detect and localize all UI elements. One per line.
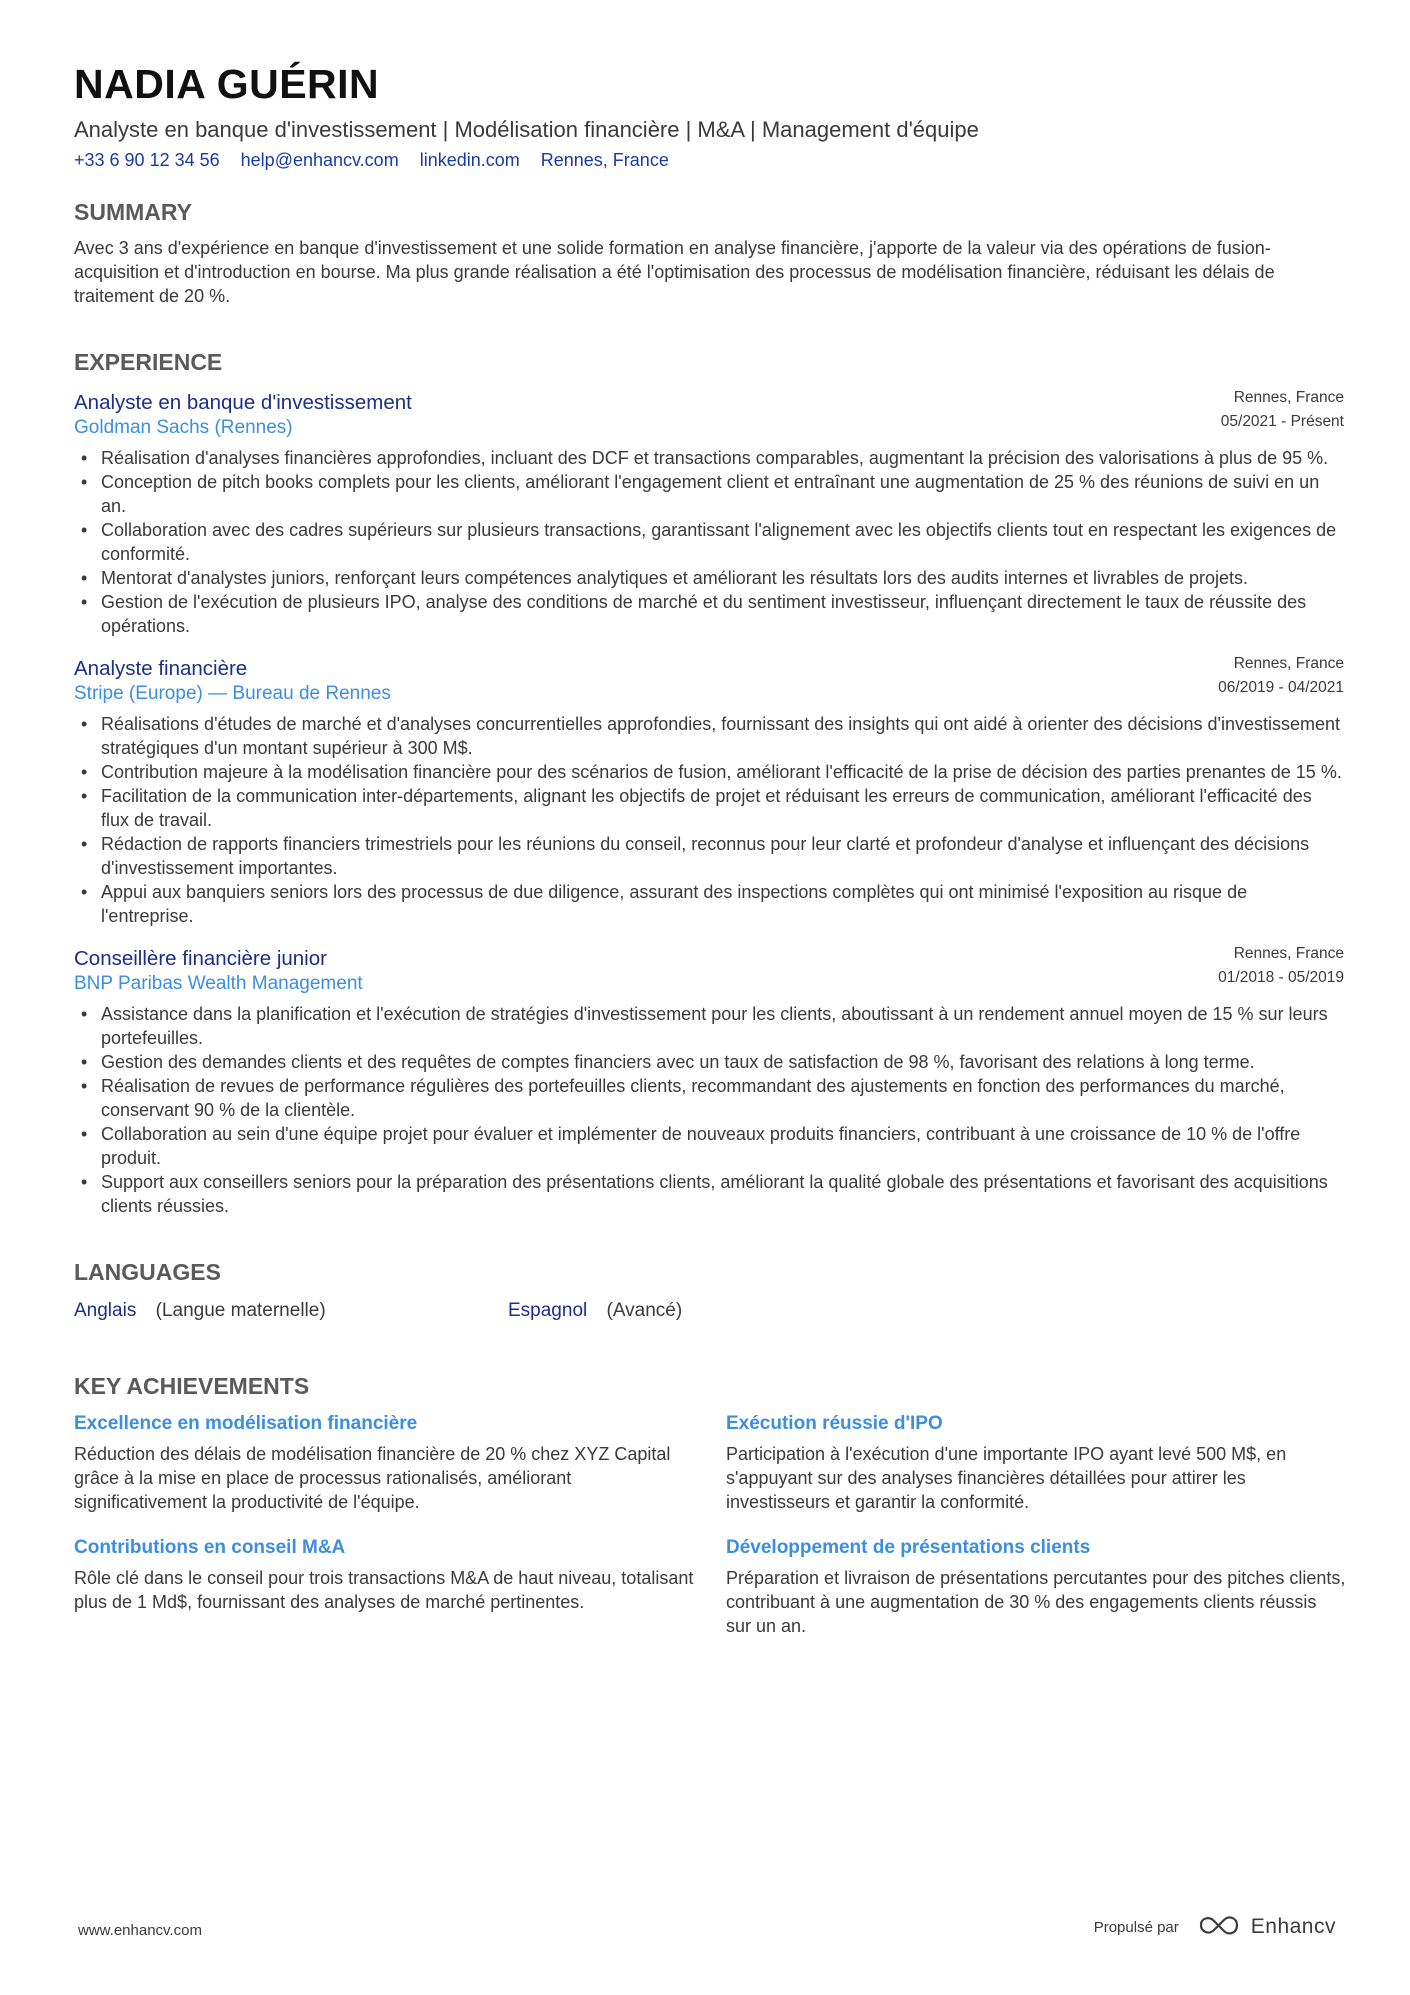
achievement-title: Exécution réussie d'IPO: [726, 1413, 943, 1434]
job-location: Rennes, France: [1233, 655, 1344, 672]
bullet-item: • Support aux conseillers seniors pour la préparation des présentations clients, améliorant la qualité globale des présentations et favorisant des acquisitions clients réussies.: [101, 1170, 1344, 1218]
achievement-title: Excellence en modélisation financière: [74, 1413, 418, 1434]
bullet-item: • Gestion de l'exécution de plusieurs IPO, analyse des conditions de marché et du sentiment investisseur, influençant directement le taux de réussite des opérations.: [101, 590, 1344, 638]
phone-link[interactable]: +33 6 90 12 34 56: [74, 150, 220, 170]
bullet-item: • Collaboration au sein d'une équipe projet pour évaluer et implémenter de nouveaux produits financiers, contribuant à une croissance de 10 % de l'offre produit.: [101, 1122, 1344, 1170]
languages-list: [74, 1300, 1344, 1326]
languages-heading: LANGUAGES: [74, 1259, 221, 1285]
achievement-item: [74, 1412, 694, 1514]
job-dates: 05/2021 - Présent: [1220, 413, 1344, 430]
achievement-text: Rôle clé dans le conseil pour trois transactions M&A de haut niveau, totalisant plus de 1 Md$, fournissant des analyses de marché pertinentes.: [74, 1568, 694, 1612]
language-item: [74, 1300, 326, 1322]
experience-heading: EXPERIENCE: [74, 349, 223, 375]
summary-heading: SUMMARY: [74, 199, 192, 225]
job-bullets: [74, 1002, 1344, 1218]
job-entry: [74, 946, 1344, 1218]
footer-website[interactable]: www.enhancv.com: [78, 1922, 202, 1939]
job-role: Conseillère financière junior: [74, 947, 327, 970]
job-role: Analyste en banque d'investissement: [74, 391, 412, 414]
candidate-name: NADIA GUÉRIN: [74, 61, 380, 107]
summary-text: Avec 3 ans d'expérience en banque d'investissement et une solide formation en analyse financière, j'apporte de la valeur via des opérations de fusion-acquisition et d'introduction en bourse. Ma plus grande réalisation a été l'optimisation des processus de modélisation financière, réduisant les délais de traitement de 20 %.: [74, 238, 1275, 306]
achievement-title: Développement de présentations clients: [726, 1537, 1091, 1558]
job-meta: [1221, 386, 1344, 434]
achievement-item: [726, 1412, 1346, 1514]
language-item: [508, 1300, 682, 1322]
contact-info: [74, 148, 1344, 172]
bullet-item: • Facilitation de la communication inter-départements, alignant les objectifs de projet et réduisant les erreurs de communication, améliorant l'efficacité des flux de travail.: [101, 784, 1344, 832]
achievement-item: [726, 1536, 1346, 1638]
bullet-item: • Réalisations d'études de marché et d'analyses concurrentielles approfondies, fournissant des insights qui ont aidé à orienter des décisions d'investissement stratégiques d'un montant supérieur à 300 M$.: [101, 712, 1344, 760]
job-bullets: [74, 446, 1344, 638]
bullet-item: • Réalisation d'analyses financières approfondies, incluant des DCF et transactions comparables, augmentant la précision des valorisations à plus de 95 %.: [101, 446, 1344, 470]
job-location: Rennes, France: [1233, 945, 1344, 962]
job-company: Stripe (Europe) — Bureau de Rennes: [74, 683, 391, 704]
resume-page: [74, 60, 1344, 1672]
job-dates: 06/2019 - 04/2021: [1218, 679, 1344, 696]
job-company: Goldman Sachs (Rennes): [74, 417, 293, 438]
language-name: Espagnol: [508, 1300, 588, 1321]
bullet-item: • Réalisation de revues de performance régulières des portefeuilles clients, recommandant des ajustements en fonction des performances du marché, conservant 90 % de la clientèle.: [101, 1074, 1344, 1122]
job-meta: [1218, 652, 1344, 700]
achievement-text: Participation à l'exécution d'une importante IPO ayant levé 500 M$, en s'appuyant sur des analyses financières détaillées pour attirer les investisseurs et garantir la conformité.: [726, 1444, 1287, 1512]
bullet-item: • Mentorat d'analystes juniors, renforçant leurs compétences analytiques et améliorant les résultats lors des audits internes et livrables de projets.: [101, 566, 1344, 590]
job-entry: [74, 390, 1344, 638]
language-name: Anglais: [74, 1300, 137, 1321]
powered-by-text: Propulsé par: [1093, 1918, 1179, 1936]
email-link[interactable]: help@enhancv.com: [240, 150, 399, 170]
bullet-item: • Collaboration avec des cadres supérieurs sur plusieurs transactions, garantissant l'alignement avec les objectifs clients tout en respectant les exigences de conformité.: [101, 518, 1344, 566]
bullet-item: • Assistance dans la planification et l'exécution de stratégies d'investissement pour les clients, aboutissant à un rendement annuel moyen de 15 % sur leurs portefeuilles.: [101, 1002, 1344, 1050]
bullet-item: • Rédaction de rapports financiers trimestriels pour les réunions du conseil, reconnus pour leur clarté et profondeur d'analyse et influençant des décisions d'investissement importantes.: [101, 832, 1344, 880]
linkedin-link[interactable]: linkedin.com: [419, 150, 520, 170]
bullet-item: • Contribution majeure à la modélisation financière pour des scénarios de fusion, améliorant l'efficacité de la prise de décision des parties prenantes de 15 %.: [101, 760, 1344, 784]
job-bullets: [74, 712, 1344, 928]
job-location: Rennes, France: [1233, 389, 1344, 406]
achievement-text: Préparation et livraison de présentations percutantes pour des pitches clients, contribuant à une augmentation de 30 % des engagements clients réussis sur un an.: [726, 1568, 1346, 1636]
achievement-text: Réduction des délais de modélisation financière de 20 % chez XYZ Capital grâce à la mise en place de processus rationalisés, améliorant significativement la productivité de l'équipe.: [74, 1444, 671, 1512]
job-dates: 01/2018 - 05/2019: [1218, 969, 1344, 986]
language-level: (Avancé): [606, 1300, 683, 1321]
language-level: (Langue maternelle): [155, 1300, 326, 1321]
job-entry: [74, 656, 1344, 928]
headline: Analyste en banque d'investissement | Modélisation financière | M&A | Management d'équipe: [74, 117, 979, 142]
achievements-heading: KEY ACHIEVEMENTS: [74, 1373, 310, 1399]
job-meta: [1218, 942, 1344, 990]
location-text: Rennes, France: [540, 150, 669, 170]
achievement-title: Contributions en conseil M&A: [74, 1537, 346, 1558]
enhancv-logo-icon: [1197, 1912, 1241, 1942]
job-company: BNP Paribas Wealth Management: [74, 973, 363, 994]
bullet-item: • Appui aux banquiers seniors lors des processus de due diligence, assurant des inspections complètes qui ont minimisé l'exposition au risque de l'entreprise.: [101, 880, 1344, 928]
achievements-grid: [74, 1412, 1344, 1672]
footer-branding: [1094, 1912, 1336, 1942]
bullet-item: • Gestion des demandes clients et des requêtes de comptes financiers avec un taux de satisfaction de 98 %, favorisant des relations à long terme.: [101, 1050, 1344, 1074]
brand-name: Enhancv: [1250, 1915, 1336, 1938]
job-role: Analyste financière: [74, 657, 248, 680]
bullet-item: • Conception de pitch books complets pour les clients, améliorant l'engagement client et entraînant une augmentation de 25 % des réunions de suivi en un an.: [101, 470, 1344, 518]
achievement-item: [74, 1536, 694, 1614]
